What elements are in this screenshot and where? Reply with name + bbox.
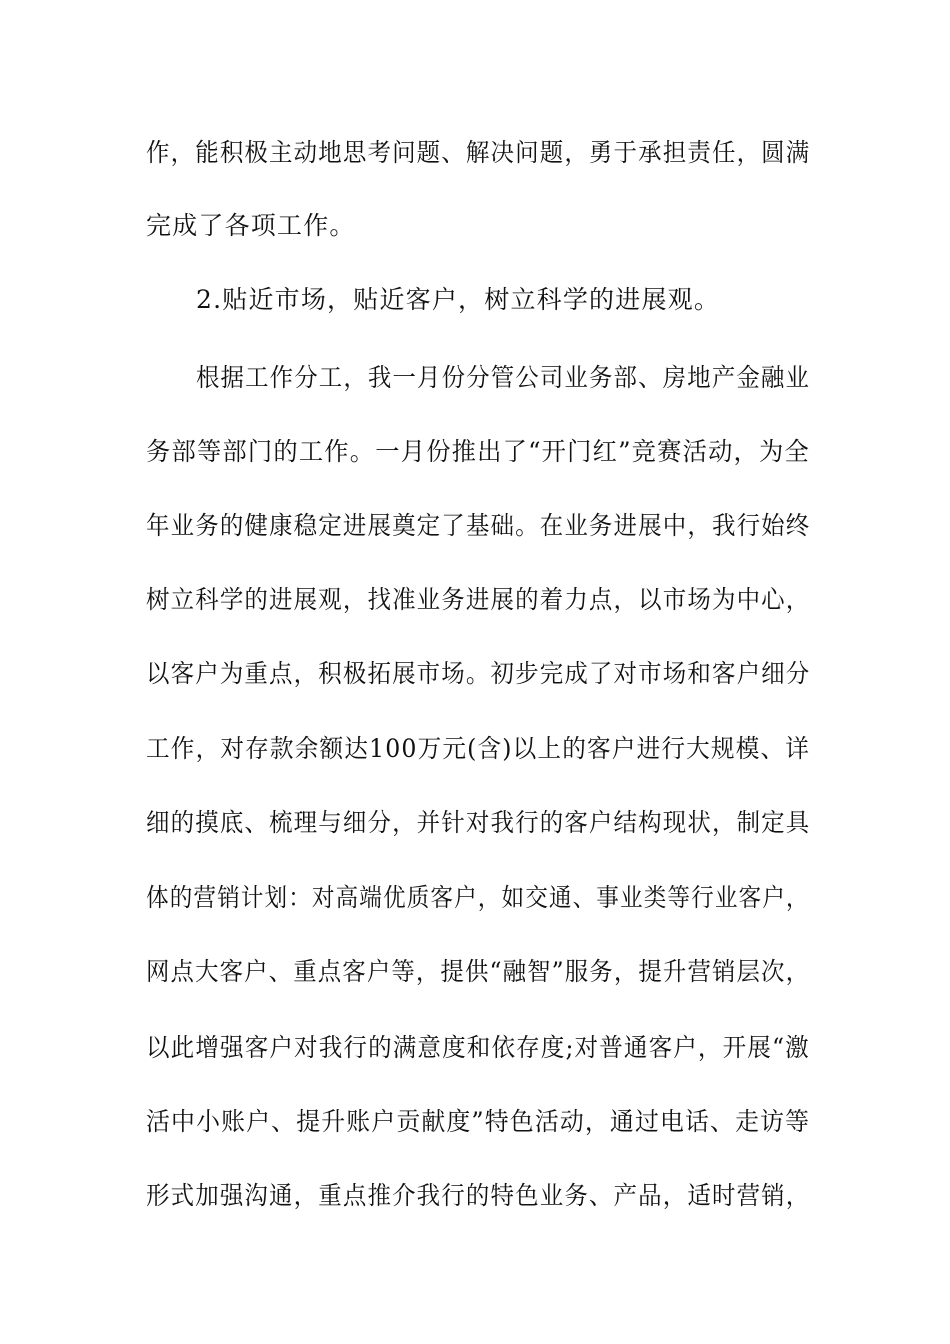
text-line: 细的摸底、梳理与细分，并针对我行的客户结构现状，制定具 xyxy=(146,808,811,837)
text-line: 形式加强沟通，重点推介我行的特色业务、产品，适时营销， xyxy=(146,1181,811,1210)
text-line: 体的营销计划：对高端优质客户，如交通、事业类等行业客户， xyxy=(146,883,810,912)
text-line: 树立科学的进展观，找准业务进展的着力点，以市场为中心， xyxy=(146,585,811,614)
section-heading: 2.贴近市场，贴近客户，树立科学的进展观。 xyxy=(196,285,721,314)
text-line: 以此增强客户对我行的满意度和依存度;对普通客户，开展“激 xyxy=(146,1033,810,1062)
text-line: 完成了各项工作。 xyxy=(146,211,356,240)
text-line: 工作，对存款余额达100万元(含)以上的客户进行大规模、详 xyxy=(146,734,811,763)
text-line: 务部等部门的工作。一月份推出了“开门红”竞赛活动，为全 xyxy=(146,437,810,466)
text-line: 作，能积极主动地思考问题、解决问题，勇于承担责任，圆满 xyxy=(146,138,811,167)
text-line: 年业务的健康稳定进展奠定了基础。在业务进展中，我行始终 xyxy=(146,511,811,540)
text-line: 以客户为重点，积极拓展市场。初步完成了对市场和客户细分 xyxy=(146,659,811,688)
text-line: 网点大客户、重点客户等，提供“融智”服务，提升营销层次， xyxy=(146,957,811,986)
paragraph-first-line: 根据工作分工，我一月份分管公司业务部、房地产金融业 xyxy=(196,363,811,392)
text-line: 活中小账户、提升账户贡献度”特色活动，通过电话、走访等 xyxy=(146,1107,811,1136)
